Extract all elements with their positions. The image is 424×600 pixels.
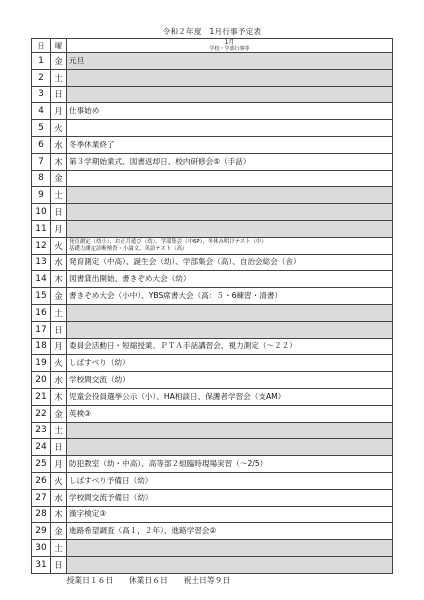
day-number: 26 [32,472,51,489]
event-cell [67,237,393,254]
events-column-header [67,39,393,53]
table-row [32,103,393,120]
day-number: 13 [32,254,51,271]
table-row [32,372,393,389]
event-cell [67,321,393,338]
event-cell [67,540,393,557]
table-row [32,237,393,254]
table-header [32,39,393,53]
day-number: 25 [32,456,51,473]
event-cell: 漢字検定③ [67,506,393,523]
day-number: 24 [32,439,51,456]
weekday-label: 火 [51,355,67,372]
weekday-label: 日 [51,439,67,456]
table-row [32,523,393,540]
table-row [32,69,393,86]
weekday-label: 土 [51,69,67,86]
weekday-label: 金 [51,523,67,540]
summary-row [32,573,393,588]
table-row [32,338,393,355]
table-row [32,422,393,439]
table-row [32,321,393,338]
table-row [32,304,393,321]
weekday-label: 金 [51,170,67,187]
event-cell: 書きぞめ大会（小中）、YBS席書大会（高：５・6練習・清書） [67,288,393,305]
table-row [32,120,393,137]
page-title: 令和２年度 1月行事予定表 [162,27,262,36]
weekday-label: 木 [51,271,67,288]
weekday-label: 月 [51,456,67,473]
day-number: 20 [32,372,51,389]
day-number: 10 [32,204,51,221]
day-number: 2 [32,69,51,86]
day-number: 30 [32,540,51,557]
day-number: 16 [32,304,51,321]
table-row [32,506,393,523]
weekday-label: 月 [51,338,67,355]
table-row [32,388,393,405]
weekday-label: 日 [51,321,67,338]
event-cell: 委員会活動日・短縮授業、ＰＴＡ手話講習会、視力測定（～２２） [67,338,393,355]
table-body [32,53,393,574]
table-row [32,220,393,237]
event-cell: 元旦 [67,53,393,70]
event-cell [67,439,393,456]
day-number: 31 [32,556,51,573]
event-cell [67,422,393,439]
day-number: 23 [32,422,51,439]
day-number: 21 [32,388,51,405]
table-row [32,170,393,187]
table-row [32,540,393,557]
day-number: 8 [32,170,51,187]
weekday-label: 水 [51,254,67,271]
weekday-label: 日 [51,86,67,103]
day-number: 15 [32,288,51,305]
table-row [32,136,393,153]
weekday-label: 火 [51,237,67,254]
day-number: 14 [32,271,51,288]
day-number: 28 [32,506,51,523]
event-cell: 学校間交流予備日（幼） [67,489,393,506]
event-cell: 防犯教室（幼・中高）、高等部２組臨時現場実習（～2/5） [67,456,393,473]
table-row [32,405,393,422]
weekday-label: 木 [51,506,67,523]
table-row [32,556,393,573]
weekday-label: 土 [51,422,67,439]
weekday-label: 火 [51,120,67,137]
day-number: 7 [32,153,51,170]
schedule-table [31,38,393,588]
weekday-label: 土 [51,187,67,204]
table-row [32,187,393,204]
event-cell: しばすべり（幼） [67,355,393,372]
day-number: 18 [32,338,51,355]
table-row [32,439,393,456]
event-line: 基礎力測定診断検査・小論文、英語テスト（高） [69,245,188,252]
day-number: 4 [32,103,51,120]
event-cell [67,556,393,573]
table-row [32,153,393,170]
event-cell: 英検③ [67,405,393,422]
weekday-label: 金 [51,53,67,70]
event-cell: 仕事始め [67,103,393,120]
event-cell [67,220,393,237]
day-number: 19 [32,355,51,372]
event-cell [67,170,393,187]
event-line: 発育測定（幼小）、お正月遊び（幼）、学部集会（中6P）、冬休み明けテスト（中） [69,239,267,246]
table-row [32,355,393,372]
event-cell: 進路希望調査（高１，２年）、進路学習会② [67,523,393,540]
table-row [32,254,393,271]
weekday-column-header: 曜 [51,39,67,53]
table-row [32,86,393,103]
day-number: 6 [32,136,51,153]
table-row [32,288,393,305]
event-cell: 発育測定（中高）、誕生会（幼）、学部集会（高）、自治会総会（舎） [67,254,393,271]
event-cell: しばすべり予備日（幼） [67,472,393,489]
table-row [32,53,393,70]
table-row [32,489,393,506]
weekday-label: 水 [51,372,67,389]
weekday-label: 木 [51,388,67,405]
weekday-label: 金 [51,288,67,305]
day-number: 9 [32,187,51,204]
event-cell: 学校間交流（幼） [67,372,393,389]
summary-text: 授業日１６日 休業日６日 祝土日等９日 [66,576,231,586]
weekday-label: 月 [51,220,67,237]
day-number: 22 [32,405,51,422]
month-label: 1月 [224,39,235,46]
event-cell [67,187,393,204]
event-cell: 冬季休業終了 [67,136,393,153]
weekday-label: 水 [51,136,67,153]
day-number: 12 [32,237,51,254]
day-number: 29 [32,523,51,540]
event-cell [67,86,393,103]
weekday-label: 土 [51,304,67,321]
day-column-header: 日 [32,39,51,53]
day-number: 3 [32,86,51,103]
weekday-label: 月 [51,103,67,120]
event-cell [67,69,393,86]
table-row [32,472,393,489]
event-cell [67,204,393,221]
day-number: 5 [32,120,51,137]
event-cell: 図書貸出開始、書きぞめ大会（幼） [67,271,393,288]
day-number: 27 [32,489,51,506]
weekday-label: 日 [51,204,67,221]
event-cell: 児童会役員選挙公示（小）、HA相談日、保護者学習会（支AM） [67,388,393,405]
events-subtitle: 学校・学部行事等 [209,46,250,52]
weekday-label: 土 [51,540,67,557]
weekday-label: 日 [51,556,67,573]
event-cell [67,304,393,321]
table-row [32,204,393,221]
weekday-label: 水 [51,489,67,506]
day-number: 1 [32,53,51,70]
day-number: 17 [32,321,51,338]
day-number: 11 [32,220,51,237]
table-row [32,271,393,288]
weekday-label: 火 [51,472,67,489]
event-cell [67,120,393,137]
event-cell: 第３学期始業式、図書返却日、校内研修会⑤（手話） [67,153,393,170]
weekday-label: 金 [51,405,67,422]
table-row [32,456,393,473]
weekday-label: 木 [51,153,67,170]
